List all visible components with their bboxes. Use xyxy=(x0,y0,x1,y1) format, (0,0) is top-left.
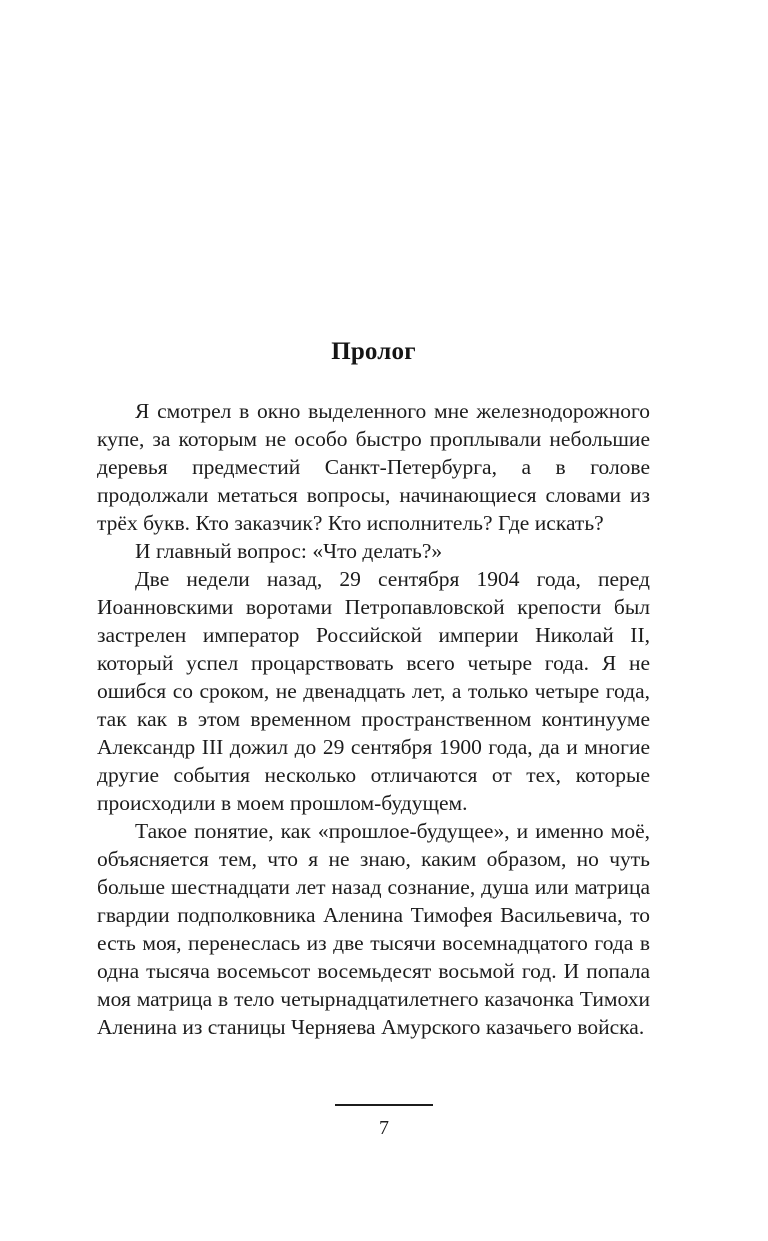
page-text-block xyxy=(97,338,650,1041)
body-paragraph: И главный вопрос: «Что делать?» xyxy=(135,539,443,563)
body-paragraph: Две недели назад, 29 сентября 1904 года, перед Иоанновскими воротами Петропавловской крепости был застрелен император Российской империи Николай II, который успел процарствовать всего четыре года. Я не ошибся со сроком, не двенадцать лет, а только четыре года, так как в этом временном пространственном континууме Александр III дожил до 29 сентября 1900 года, да и многие другие события несколько отличаются от тех, которые происходили в моем прошлом-будущем. xyxy=(97,567,650,815)
body-paragraph: Я смотрел в окно выделенного мне железнодорожного купе, за которым не особо быстро проплывали небольшие деревья предместий Санкт-Петербурга, а в голове продолжали метаться вопросы, начинающиеся словами из трёх букв. Кто заказчик? Кто исполнитель? Где искать? xyxy=(97,399,650,535)
page-number: 7 xyxy=(379,1116,389,1139)
body-paragraph: Такое понятие, как «прошлое-будущее», и именно моё, объясняется тем, что я не знаю, каким образом, но чуть больше шестнадцати лет назад сознание, душа или матрица гвардии подполковника Аленина Тимофея Васильевича, то есть моя, перенеслась из две тысячи восемнадцатого года в одна тысяча восемьсот восемьдесят восьмой год. И попала моя матрица в тело четырнадцатилетнего казачонка Тимохи Аленина из станицы Черняева Амурского казачьего войска. xyxy=(97,819,650,1039)
footer-divider-rule xyxy=(335,1104,433,1106)
chapter-heading: Пролог xyxy=(331,338,416,365)
page-footer xyxy=(0,1104,768,1139)
